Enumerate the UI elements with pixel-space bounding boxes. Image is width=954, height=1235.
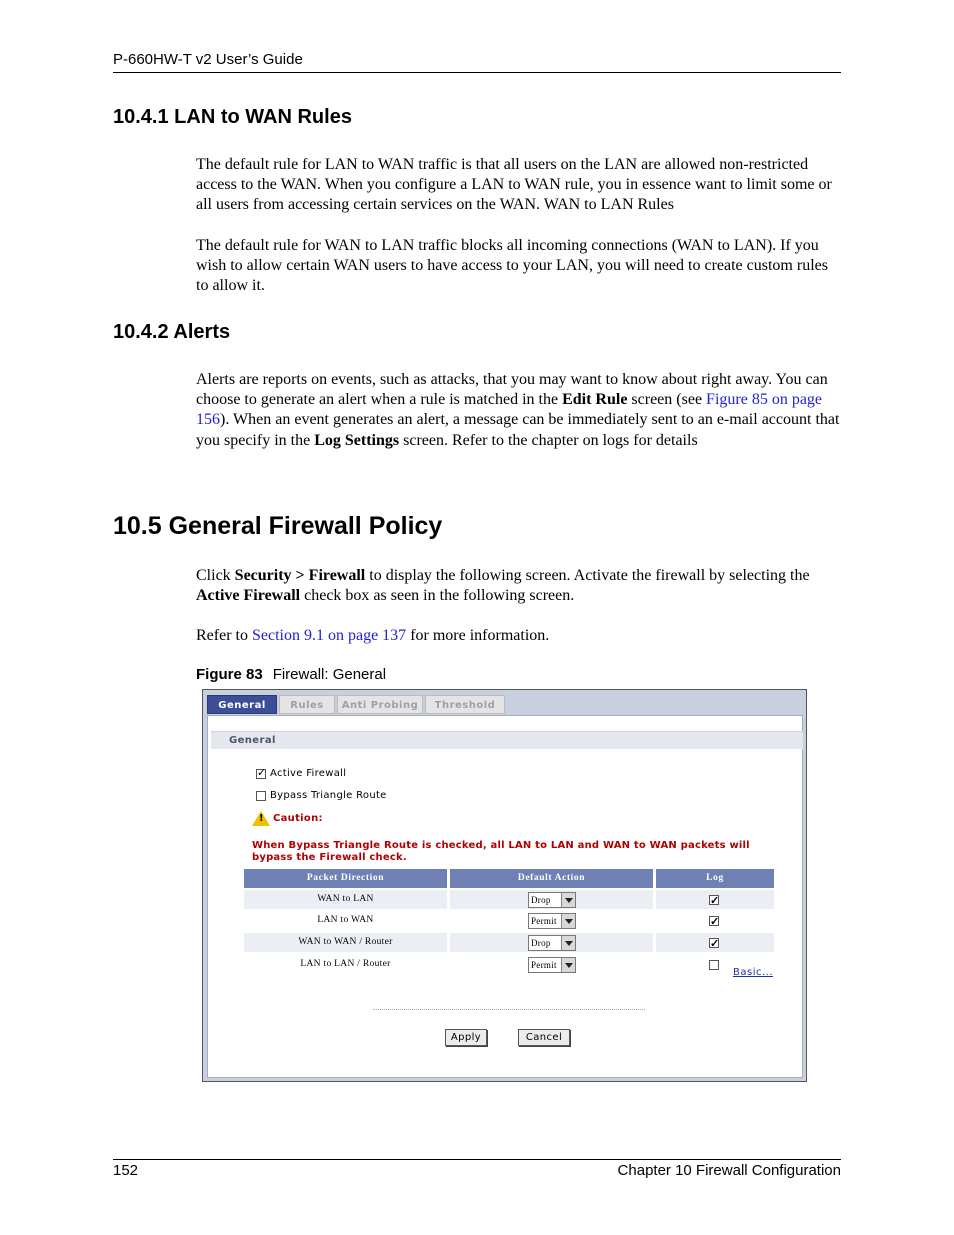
settings-panel — [207, 715, 803, 1078]
text-run: ). When an event generates an alert, a message can be immediately sent to an e-mail account that you specify in the — [196, 411, 840, 449]
action-cell — [450, 911, 653, 930]
text-run: Alerts are reports on events, such as attacks, that you may want to know about right away. You can choose to generate an alert when a rule is matched in the — [196, 371, 828, 409]
heading-10-4-1: 10.4.1 LAN to WAN Rules — [113, 106, 352, 128]
dotted-divider — [373, 1009, 645, 1010]
tab-bar — [207, 695, 507, 715]
direction-cell: LAN to LAN / Router — [300, 959, 391, 969]
chevron-down-icon[interactable] — [561, 914, 575, 928]
heading-10-4-2: 10.4.2 Alerts — [113, 321, 231, 343]
log-checkbox[interactable] — [709, 960, 719, 970]
text-run: for more information. — [406, 627, 550, 644]
log-cell — [656, 911, 774, 930]
text-run: Refer to — [196, 627, 252, 644]
active-firewall-checkbox[interactable] — [256, 769, 266, 779]
caution-title: Caution: — [273, 813, 323, 824]
action-cell — [450, 890, 653, 909]
action-select[interactable] — [528, 913, 576, 929]
col-default-action: Default Action — [450, 869, 653, 888]
bypass-triangle-label: Bypass Triangle Route — [270, 790, 387, 801]
action-value: Drop — [531, 938, 551, 948]
action-cell — [450, 955, 653, 974]
header-rule — [113, 72, 841, 73]
paragraph-lan-to-wan-2: The default rule for WAN to LAN traffic blocks all incoming connections (WAN to LAN). If you wish to allow certain WAN users to have access to your LAN, you will need to create custom rules to allow it. — [196, 237, 828, 295]
table-row — [244, 933, 774, 952]
action-select[interactable] — [528, 892, 576, 908]
tab-threshold[interactable]: Threshold — [425, 695, 505, 714]
chevron-down-icon[interactable] — [561, 958, 575, 972]
caution-header — [252, 811, 323, 826]
tab-anti-probing[interactable]: Anti Probing — [337, 695, 423, 714]
action-value: Permit — [531, 960, 557, 970]
warning-icon — [252, 811, 270, 826]
bypass-triangle-row — [256, 790, 387, 801]
active-firewall-label: Active Firewall — [270, 768, 347, 779]
bypass-triangle-checkbox[interactable] — [256, 791, 266, 801]
col-log: Log — [656, 869, 774, 888]
direction-cell: WAN to WAN / Router — [244, 933, 447, 952]
figure-caption-text: Firewall: General — [272, 666, 387, 683]
bold-active-firewall: Active Firewall — [196, 587, 301, 605]
bold-edit-rule: Edit Rule — [562, 391, 628, 409]
caution-message: When Bypass Triangle Route is checked, all LAN to LAN and WAN to WAN packets will bypass the Firewall check. — [252, 840, 750, 863]
log-cell — [656, 890, 774, 909]
link-figure-85[interactable]: Figure 85 on page 156 — [196, 391, 823, 429]
firewall-general-screenshot — [202, 689, 807, 1082]
table-row — [244, 911, 774, 930]
action-select[interactable] — [528, 935, 576, 951]
direction-cell: LAN to WAN — [317, 915, 374, 925]
paragraph-general-policy — [196, 566, 841, 606]
text-run: check box as seen in the following screen. — [300, 587, 575, 605]
text-run: to display the following screen. Activate the firewall by selecting the — [365, 567, 810, 584]
text-run: screen (see — [627, 391, 707, 409]
direction-cell: WAN to LAN — [244, 890, 447, 909]
tab-rules[interactable]: Rules — [279, 695, 335, 714]
page-number: 152 — [113, 1162, 139, 1179]
footer-rule — [113, 1159, 841, 1160]
action-value: Drop — [531, 895, 551, 905]
log-checkbox[interactable] — [709, 916, 719, 926]
col-packet-direction: Packet Direction — [244, 869, 447, 888]
log-checkbox[interactable] — [709, 938, 719, 948]
action-cell — [450, 933, 653, 952]
table-row — [244, 955, 774, 974]
figure-label: Figure 83 — [196, 666, 263, 683]
bold-security-firewall: Security > Firewall — [234, 567, 366, 584]
action-select[interactable] — [528, 957, 576, 973]
tab-general[interactable]: General — [207, 695, 277, 714]
table-row — [244, 890, 774, 909]
running-header: P-660HW-T v2 User’s Guide — [113, 51, 303, 68]
figure-caption — [196, 666, 386, 683]
active-firewall-row — [256, 768, 346, 779]
chapter-footer: Chapter 10 Firewall Configuration — [617, 1162, 841, 1179]
text-run: Click — [196, 567, 235, 584]
table-header — [244, 869, 774, 888]
chevron-down-icon[interactable] — [561, 936, 575, 950]
apply-button[interactable]: Apply — [445, 1029, 487, 1046]
heading-10-5: 10.5 General Firewall Policy — [113, 512, 443, 540]
cancel-button[interactable]: Cancel — [518, 1029, 570, 1046]
chevron-down-icon[interactable] — [561, 893, 575, 907]
paragraph-alerts — [196, 370, 841, 451]
text-run: screen. Refer to the chapter on logs for details — [399, 431, 698, 449]
basic-link[interactable]: Basic... — [733, 967, 774, 978]
paragraph-refer — [196, 626, 841, 646]
log-checkbox[interactable] — [709, 895, 719, 905]
action-value: Permit — [531, 916, 557, 926]
bold-log-settings: Log Settings — [314, 431, 400, 449]
link-section-9-1[interactable]: Section 9.1 on page 137 — [251, 627, 407, 644]
paragraph-lan-to-wan-1: The default rule for LAN to WAN traffic is that all users on the LAN are allowed non-restricted access to the WAN. When you configure a LAN to WAN rule, you in essence want to limit some or all users from accessing certain services on the WAN. WAN to LAN Rules — [196, 156, 832, 214]
log-cell — [656, 933, 774, 952]
section-title-bar: General — [211, 731, 803, 749]
